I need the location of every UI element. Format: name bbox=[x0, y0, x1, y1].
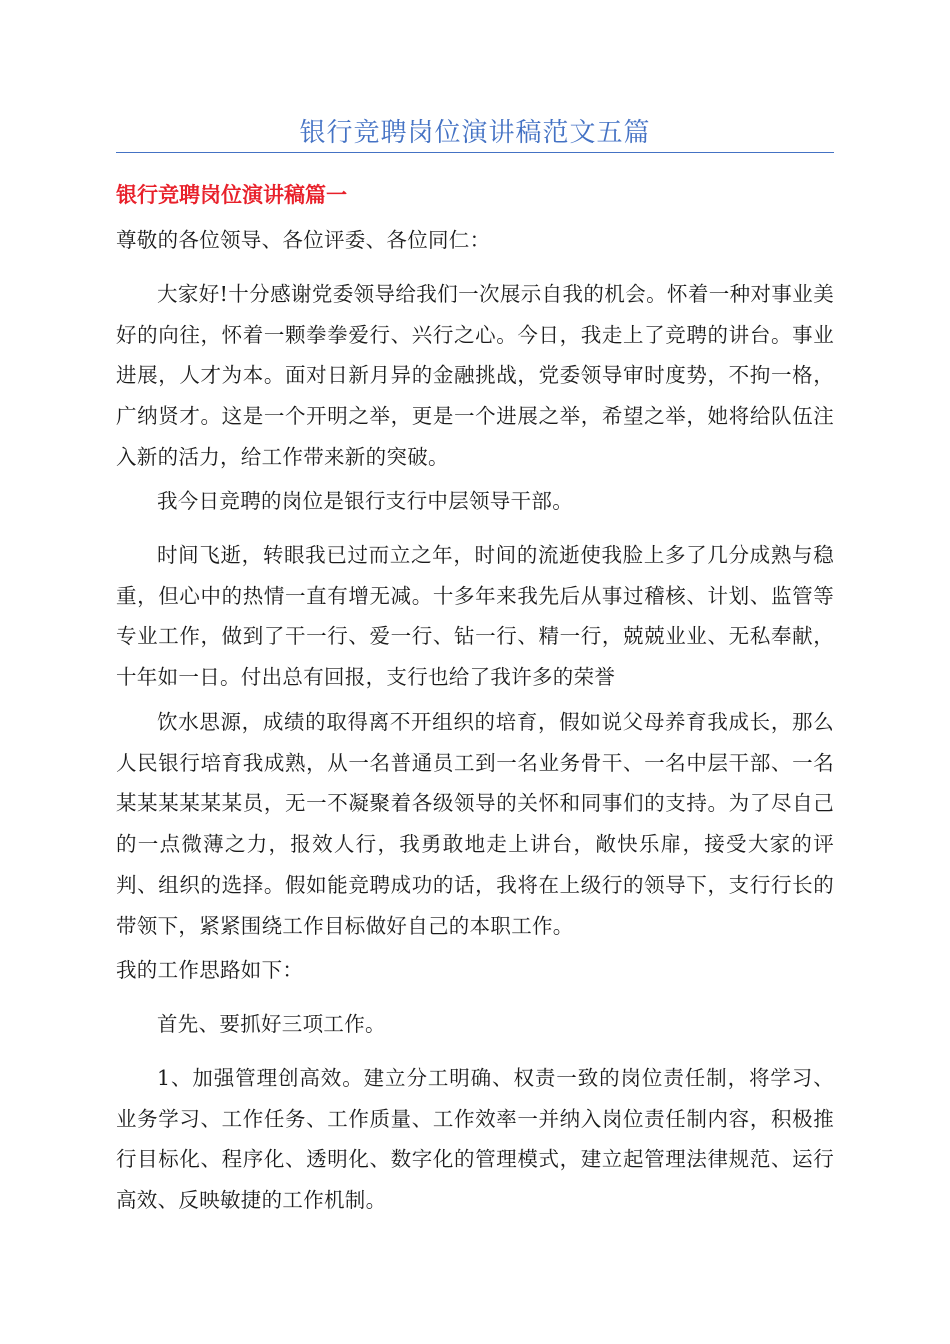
body-paragraph-5: 我的工作思路如下： bbox=[116, 958, 304, 982]
section-heading: 银行竞聘岗位演讲稿篇一 bbox=[116, 183, 347, 207]
body-paragraph-3: 时间飞逝，转眼我已过而立之年，时间的流逝使我脸上多了几分成熟与稳重，但心中的热情一直有增无减。十多年来我先后从事过稽核、计划、监管等专业工作，做到了干一行、爱一行、钻一行、精一行，兢兢业业、无私奉献，十年如一日。付出总有回报，支行也给了我许多的荣誉 bbox=[116, 543, 834, 690]
greeting-paragraph: 尊敬的各位领导、各位评委、各位同仁： bbox=[116, 228, 491, 252]
body-paragraph-4: 饮水思源，成绩的取得离不开组织的培育，假如说父母养育我成长，那么人民银行培育我成熟，从一名普通员工到一名业务骨干、一名中层干部、一名某某某某某某员，无一不凝聚着各级领导的关怀和同事们的支持。为了尽自己的一点微薄之力，报效人行，我勇敢地走上讲台，敞快乐扉，接受大家的评判、组织的选择。假如能竞聘成功的话，我将在上级行的领导下，支行行长的带领下，紧紧围绕工作目标做好自己的本职工作。 bbox=[116, 710, 834, 938]
body-paragraph-7: 1、加强管理创高效。建立分工明确、权责一致的岗位责任制，将学习、业务学习、工作任务、工作质量、工作效率一并纳入岗位责任制内容，积极推行目标化、程序化、透明化、数字化的管理模式，建立起管理法律规范、运行高效、反映敏捷的工作机制。 bbox=[116, 1066, 834, 1213]
document-title: 银行竞聘岗位演讲稿范文五篇 bbox=[299, 118, 651, 148]
body-paragraph-1: 大家好!十分感谢党委领导给我们一次展示自我的机会。怀着一种对事业美好的向往，怀着一颗拳拳爱行、兴行之心。今日，我走上了竞聘的讲台。事业进展，人才为本。面对日新月异的金融挑战，党委领导审时度势，不拘一格，广纳贤才。这是一个开明之举，更是一个进展之举，希望之举，她将给队伍注入新的活力，给工作带来新的突破。 bbox=[116, 282, 834, 469]
body-paragraph-6: 首先、要抓好三项工作。 bbox=[157, 1012, 386, 1036]
body-paragraph-2: 我今日竞聘的岗位是银行支行中层领导干部。 bbox=[157, 489, 573, 513]
title-underline bbox=[116, 152, 834, 153]
